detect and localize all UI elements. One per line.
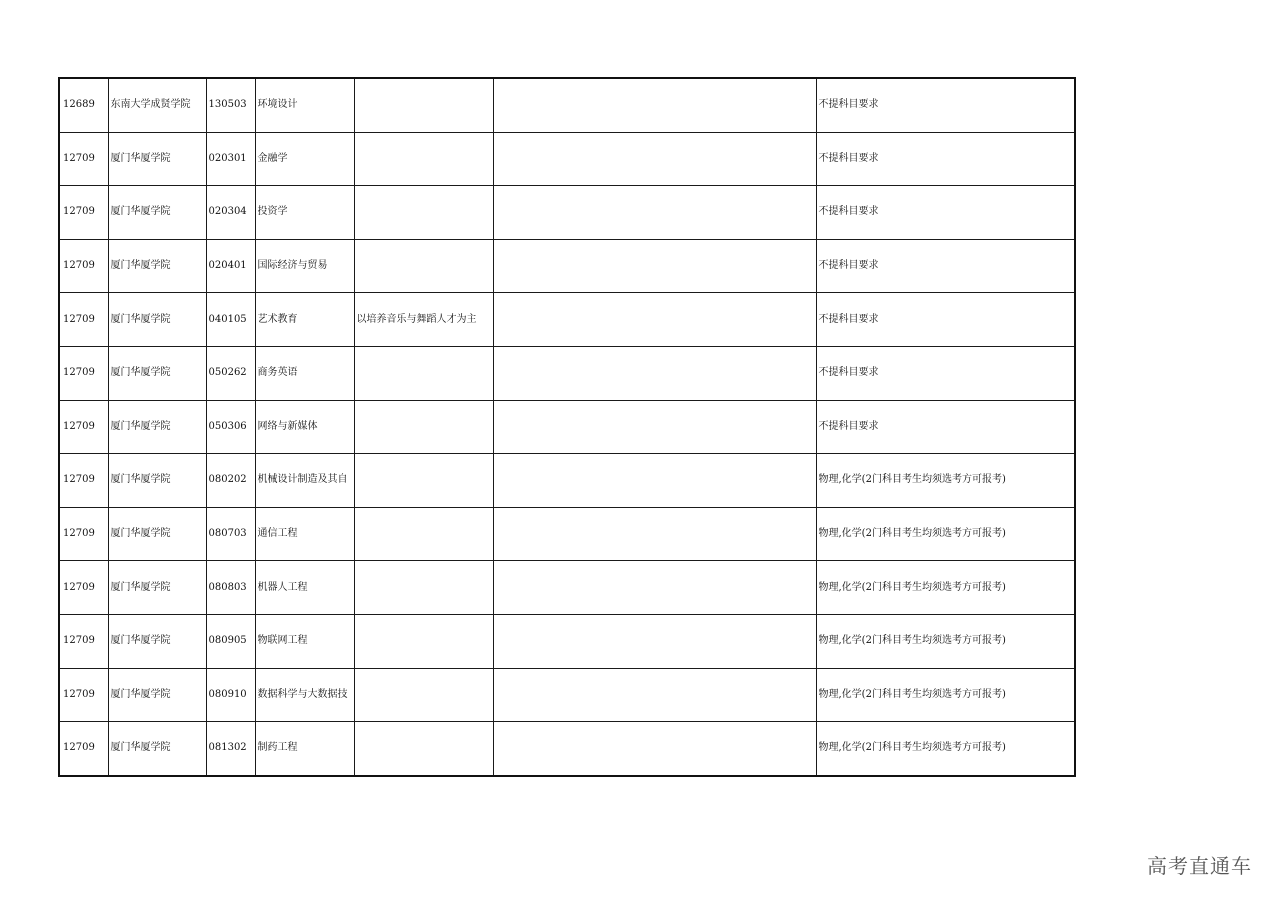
table-row — [59, 132, 1075, 186]
major-note-cell — [354, 346, 493, 400]
school-code-cell: 12709 — [59, 132, 108, 186]
major-note-cell — [354, 614, 493, 668]
empty-cell — [493, 346, 816, 400]
major-note-cell — [354, 239, 493, 293]
school-name-cell: 厦门华厦学院 — [108, 239, 206, 293]
school-code-cell: 12709 — [59, 454, 108, 508]
school-name-cell: 东南大学成贤学院 — [108, 78, 206, 132]
school-name-cell: 厦门华厦学院 — [108, 400, 206, 454]
table-row — [59, 400, 1075, 454]
major-code-cell: 081302 — [206, 722, 255, 776]
table-row — [59, 293, 1075, 347]
school-code-cell: 12709 — [59, 614, 108, 668]
major-note-cell — [354, 507, 493, 561]
major-note-cell — [354, 186, 493, 240]
major-code-cell: 080905 — [206, 614, 255, 668]
school-name-cell: 厦门华厦学院 — [108, 293, 206, 347]
subject-requirement-cell: 不提科目要求 — [816, 186, 1075, 240]
major-code-cell: 020304 — [206, 186, 255, 240]
table-row — [59, 78, 1075, 132]
school-name-cell: 厦门华厦学院 — [108, 454, 206, 508]
major-name-cell: 制药工程 — [255, 722, 354, 776]
major-code-cell: 020401 — [206, 239, 255, 293]
empty-cell — [493, 186, 816, 240]
major-note-cell — [354, 668, 493, 722]
empty-cell — [493, 293, 816, 347]
school-code-cell: 12709 — [59, 293, 108, 347]
table-row — [59, 668, 1075, 722]
major-name-cell: 投资学 — [255, 186, 354, 240]
school-name-cell: 厦门华厦学院 — [108, 186, 206, 240]
school-name-cell: 厦门华厦学院 — [108, 722, 206, 776]
empty-cell — [493, 614, 816, 668]
subject-requirement-cell: 物理,化学(2门科目考生均须选考方可报考) — [816, 454, 1075, 508]
major-code-cell: 050262 — [206, 346, 255, 400]
major-note-cell — [354, 561, 493, 615]
major-name-cell: 艺术教育 — [255, 293, 354, 347]
subject-requirement-cell: 不提科目要求 — [816, 132, 1075, 186]
school-code-cell: 12709 — [59, 722, 108, 776]
school-name-cell: 厦门华厦学院 — [108, 668, 206, 722]
table-row — [59, 186, 1075, 240]
school-code-cell: 12709 — [59, 561, 108, 615]
subject-requirement-cell: 物理,化学(2门科目考生均须选考方可报考) — [816, 507, 1075, 561]
major-code-cell: 050306 — [206, 400, 255, 454]
subject-requirement-cell: 不提科目要求 — [816, 400, 1075, 454]
major-code-cell: 130503 — [206, 78, 255, 132]
major-code-cell: 080803 — [206, 561, 255, 615]
major-note-cell: 以培养音乐与舞蹈人才为主 — [354, 293, 493, 347]
subject-requirements-table — [58, 77, 1076, 777]
school-name-cell: 厦门华厦学院 — [108, 346, 206, 400]
empty-cell — [493, 722, 816, 776]
table-row — [59, 239, 1075, 293]
major-note-cell — [354, 400, 493, 454]
table-body — [59, 78, 1075, 776]
major-name-cell: 网络与新媒体 — [255, 400, 354, 454]
school-name-cell: 厦门华厦学院 — [108, 132, 206, 186]
major-name-cell: 物联网工程 — [255, 614, 354, 668]
major-name-cell: 机器人工程 — [255, 561, 354, 615]
table-row — [59, 507, 1075, 561]
empty-cell — [493, 400, 816, 454]
major-note-cell — [354, 722, 493, 776]
empty-cell — [493, 78, 816, 132]
school-name-cell: 厦门华厦学院 — [108, 614, 206, 668]
major-code-cell: 080703 — [206, 507, 255, 561]
subject-requirement-cell: 物理,化学(2门科目考生均须选考方可报考) — [816, 722, 1075, 776]
major-code-cell: 020301 — [206, 132, 255, 186]
subject-requirement-cell: 不提科目要求 — [816, 346, 1075, 400]
major-note-cell — [354, 454, 493, 508]
school-code-cell: 12709 — [59, 186, 108, 240]
school-name-cell: 厦门华厦学院 — [108, 561, 206, 615]
empty-cell — [493, 454, 816, 508]
major-name-cell: 数据科学与大数据技 — [255, 668, 354, 722]
table-row — [59, 722, 1075, 776]
major-name-cell: 机械设计制造及其自 — [255, 454, 354, 508]
school-code-cell: 12709 — [59, 400, 108, 454]
subject-requirement-cell: 物理,化学(2门科目考生均须选考方可报考) — [816, 614, 1075, 668]
school-code-cell: 12709 — [59, 346, 108, 400]
empty-cell — [493, 561, 816, 615]
subject-requirement-cell: 不提科目要求 — [816, 239, 1075, 293]
major-name-cell: 环境设计 — [255, 78, 354, 132]
major-name-cell: 金融学 — [255, 132, 354, 186]
table-row — [59, 454, 1075, 508]
major-name-cell: 通信工程 — [255, 507, 354, 561]
school-code-cell: 12709 — [59, 239, 108, 293]
table-row — [59, 614, 1075, 668]
empty-cell — [493, 507, 816, 561]
table-row — [59, 561, 1075, 615]
school-code-cell: 12709 — [59, 507, 108, 561]
subject-requirement-cell: 不提科目要求 — [816, 293, 1075, 347]
school-name-cell: 厦门华厦学院 — [108, 507, 206, 561]
empty-cell — [493, 132, 816, 186]
table-row — [59, 346, 1075, 400]
major-note-cell — [354, 132, 493, 186]
major-code-cell: 080202 — [206, 454, 255, 508]
subject-requirement-cell: 物理,化学(2门科目考生均须选考方可报考) — [816, 668, 1075, 722]
major-code-cell: 080910 — [206, 668, 255, 722]
watermark-text: 高考直通车 — [1147, 854, 1252, 878]
empty-cell — [493, 239, 816, 293]
school-code-cell: 12689 — [59, 78, 108, 132]
empty-cell — [493, 668, 816, 722]
major-code-cell: 040105 — [206, 293, 255, 347]
subject-requirement-cell: 物理,化学(2门科目考生均须选考方可报考) — [816, 561, 1075, 615]
major-name-cell: 商务英语 — [255, 346, 354, 400]
subject-requirement-cell: 不提科目要求 — [816, 78, 1075, 132]
major-note-cell — [354, 78, 493, 132]
school-code-cell: 12709 — [59, 668, 108, 722]
major-name-cell: 国际经济与贸易 — [255, 239, 354, 293]
